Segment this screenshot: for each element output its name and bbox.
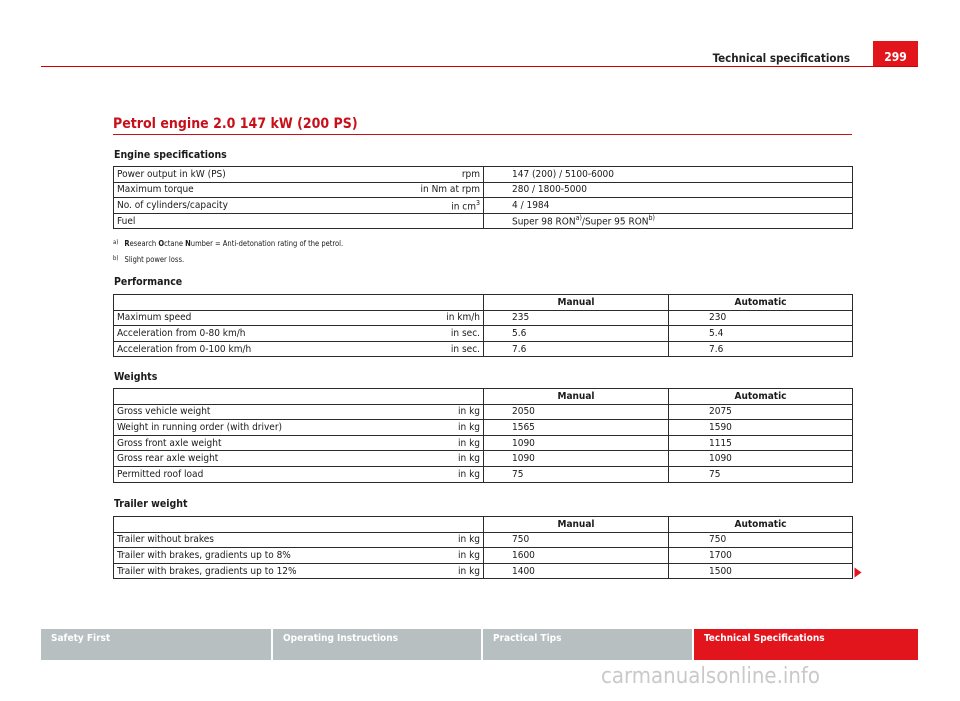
table-header-row <box>114 389 853 405</box>
manual-value: 1600 <box>484 548 669 564</box>
automatic-value: 1700 <box>669 548 853 564</box>
table-row <box>114 213 853 229</box>
fn-initial-r: R <box>124 239 130 248</box>
row-label: Maximum speed <box>114 310 374 326</box>
manual-value: 1090 <box>484 451 669 467</box>
fn-text-3: umber = Anti-detonation rating of the petrol. <box>190 239 344 248</box>
manual-value: 235 <box>484 310 669 326</box>
row-unit: in kg <box>374 563 484 579</box>
watermark-text: carmanualsonline.info <box>601 664 820 689</box>
row-unit: in Nm at rpm <box>374 182 484 198</box>
col-header-manual: Manual <box>484 295 669 311</box>
col-header-manual: Manual <box>484 389 669 405</box>
row-label: Maximum torque <box>114 182 374 198</box>
fn-text-2: ctane <box>164 239 186 248</box>
row-label: Permitted roof load <box>114 466 374 482</box>
row-unit: in sec. <box>374 326 484 342</box>
trailer-table <box>113 516 853 579</box>
continue-arrow-icon <box>855 568 862 578</box>
row-unit: in kg <box>374 532 484 548</box>
row-unit: in kg <box>374 466 484 482</box>
manual-value: 5.6 <box>484 326 669 342</box>
row-label: Trailer without brakes <box>114 532 374 548</box>
row-label: Acceleration from 0-100 km/h <box>114 341 374 357</box>
row-value: 4 / 1984 <box>484 198 853 214</box>
table-header-row <box>114 517 853 533</box>
row-label: Gross vehicle weight <box>114 404 374 420</box>
table-row <box>114 466 853 482</box>
automatic-value: 230 <box>669 310 853 326</box>
row-value: 280 / 1800-5000 <box>484 182 853 198</box>
table-row <box>114 198 853 214</box>
performance-heading: Performance <box>114 276 183 288</box>
section-title: Petrol engine 2.0 147 kW (200 PS) <box>113 116 358 132</box>
col-header-automatic: Automatic <box>669 295 853 311</box>
automatic-value: 750 <box>669 532 853 548</box>
header-rule <box>41 66 918 67</box>
row-label: Fuel <box>114 213 374 229</box>
table-row <box>114 404 853 420</box>
manual-value: 1090 <box>484 435 669 451</box>
table-row <box>114 435 853 451</box>
footnote-ref-b: b) <box>648 214 656 223</box>
row-label: Trailer with brakes, gradients up to 12% <box>114 563 374 579</box>
row-label: Weight in running order (with driver) <box>114 420 374 436</box>
fn-initial-n: N <box>185 239 191 248</box>
page-number: 299 <box>873 41 918 67</box>
automatic-value: 75 <box>669 466 853 482</box>
manual-value: 7.6 <box>484 341 669 357</box>
footnote-mark: a) <box>113 239 119 246</box>
row-unit: in kg <box>374 404 484 420</box>
weights-table <box>113 388 853 483</box>
weights-heading: Weights <box>114 371 158 383</box>
manual-value: 2050 <box>484 404 669 420</box>
row-value <box>484 213 853 229</box>
row-unit <box>374 213 484 229</box>
col-header-automatic: Automatic <box>669 517 853 533</box>
row-label: Gross rear axle weight <box>114 451 374 467</box>
col-header-automatic: Automatic <box>669 389 853 405</box>
row-label: Gross front axle weight <box>114 435 374 451</box>
fn-text-1: esearch <box>129 239 159 248</box>
row-unit: in kg <box>374 435 484 451</box>
table-row <box>114 420 853 436</box>
unit-superscript: 3 <box>475 198 480 207</box>
unit-text: in cm <box>451 201 476 213</box>
row-label: Trailer with brakes, gradients up to 8% <box>114 548 374 564</box>
manual-value: 1565 <box>484 420 669 436</box>
row-label: Power output in kW (PS) <box>114 167 374 183</box>
table-row <box>114 451 853 467</box>
footnote-b <box>113 255 184 264</box>
row-unit: in kg <box>374 548 484 564</box>
engine-heading: Engine specifications <box>114 149 227 161</box>
col-header-manual: Manual <box>484 517 669 533</box>
table-row <box>114 182 853 198</box>
row-unit: in kg <box>374 451 484 467</box>
table-row <box>114 326 853 342</box>
automatic-value: 5.4 <box>669 326 853 342</box>
automatic-value: 1500 <box>669 563 853 579</box>
manual-value: 750 <box>484 532 669 548</box>
footer-nav <box>41 629 918 660</box>
row-unit: in km/h <box>374 310 484 326</box>
header-blank <box>114 517 484 533</box>
fuel-value-a: Super 98 RON <box>512 216 576 228</box>
automatic-value: 2075 <box>669 404 853 420</box>
header-blank <box>114 295 484 311</box>
manual-value: 75 <box>484 466 669 482</box>
automatic-value: 1090 <box>669 451 853 467</box>
row-unit: in kg <box>374 420 484 436</box>
trailer-heading: Trailer weight <box>114 498 188 510</box>
footnote-ref-a: a) <box>575 214 582 223</box>
row-value: 147 (200) / 5100-6000 <box>484 167 853 183</box>
manual-value: 1400 <box>484 563 669 579</box>
footnote-a <box>113 239 343 248</box>
row-unit: in sec. <box>374 341 484 357</box>
table-row <box>114 341 853 357</box>
engine-table <box>113 166 853 229</box>
section-rule <box>113 134 852 135</box>
footer-tab-practical-tips[interactable]: Practical Tips <box>483 629 692 660</box>
row-label: Acceleration from 0-80 km/h <box>114 326 374 342</box>
row-unit <box>374 198 484 214</box>
row-label: No. of cylinders/capacity <box>114 198 374 214</box>
automatic-value: 7.6 <box>669 341 853 357</box>
table-header-row <box>114 295 853 311</box>
header-blank <box>114 389 484 405</box>
running-header-title: Technical specifications <box>712 51 850 65</box>
table-row <box>114 548 853 564</box>
performance-table <box>113 294 853 357</box>
table-row <box>114 532 853 548</box>
table-row <box>114 310 853 326</box>
automatic-value: 1590 <box>669 420 853 436</box>
table-row <box>114 563 853 579</box>
footer-tab-technical-specifications[interactable]: Technical Specifications <box>694 629 918 660</box>
footer-tab-operating-instructions[interactable]: Operating Instructions <box>273 629 481 660</box>
fuel-value-b: /Super 95 RON <box>581 216 649 228</box>
fn-text: Slight power loss. <box>124 255 185 264</box>
fn-initial-o: O <box>158 239 165 248</box>
footnote-mark: b) <box>113 255 119 262</box>
row-unit: rpm <box>374 167 484 183</box>
footer-tab-safety-first[interactable]: Safety First <box>41 629 271 660</box>
automatic-value: 1115 <box>669 435 853 451</box>
table-row <box>114 167 853 183</box>
